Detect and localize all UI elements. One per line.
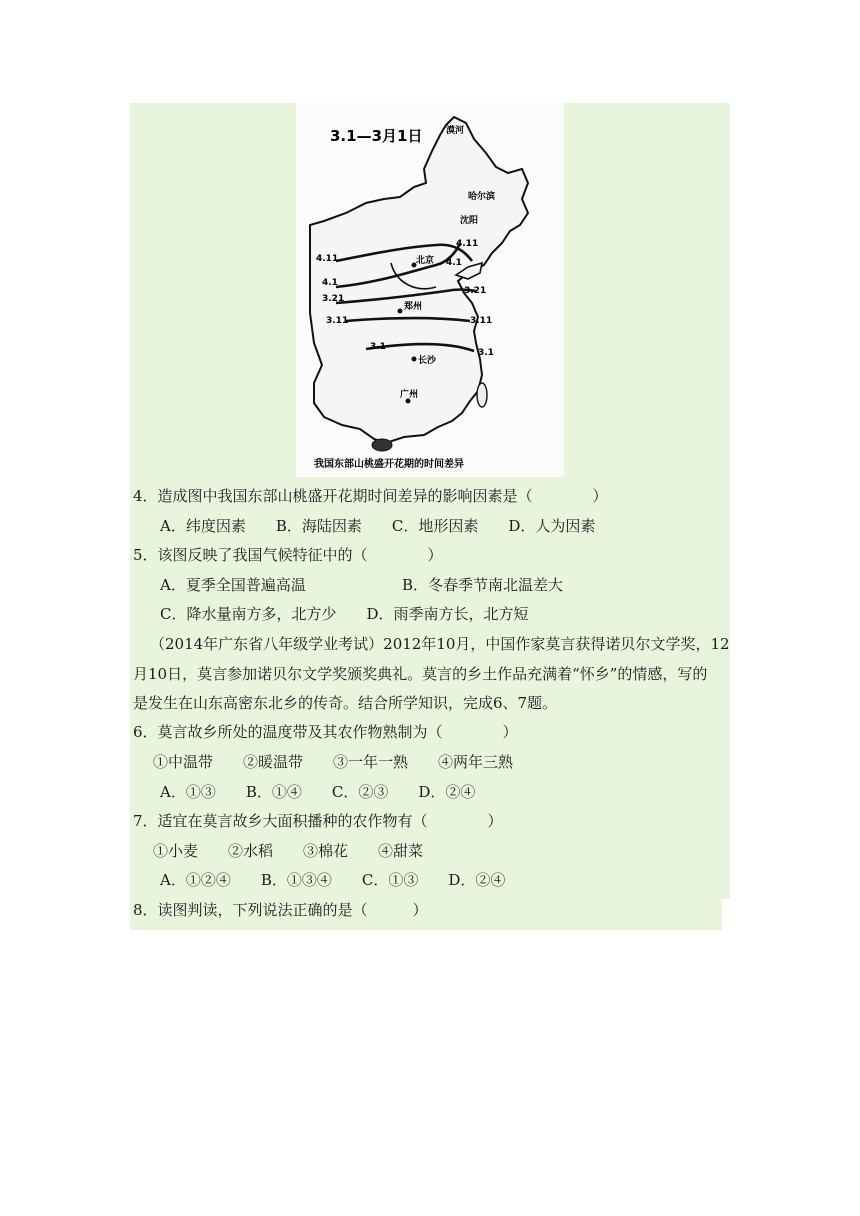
isoline-label-3-21-right: 3.21 (464, 286, 487, 296)
map-outline (310, 117, 528, 443)
question-6-items: ①中温带 ②暖温带 ③一年一熟 ④两年三熟 (153, 753, 514, 771)
isoline-label-4-1-left: 4.1 (322, 278, 338, 288)
question-7: 7．适宜在莫言故乡大面积播种的农作物有（ ） (133, 812, 503, 830)
isoline-label-3-1-right: 3.1 (478, 348, 494, 358)
isoline-label-3-11-right: 3.11 (470, 316, 493, 326)
question-8: 8．读图判读，下列说法正确的是（ ） (133, 901, 428, 919)
question-7-options: A．①②④ B．①③④ C．①③ D．②④ (160, 871, 506, 889)
question-5-options-cd: C．降水量南方多，北方少 D．雨季南方长，北方短 (160, 605, 529, 623)
question-5: 5．该图反映了我国气候特征中的（ ） (133, 546, 443, 564)
question-4: 4．造成图中我国东部山桃盛开花期时间差异的影响因素是（ ） (133, 487, 608, 505)
passage-line-1: （2014年广东省八年级学业考试）2012年10月，中国作家莫言获得诺贝尔文学奖，12 (150, 635, 730, 653)
city-mohe: 漠河 (446, 126, 465, 136)
city-dot-changsha (412, 357, 417, 362)
passage-line-2: 月10日，莫言参加诺贝尔文学奖颁奖典礼。莫言的乡土作品充满着“怀乡”的情感，写的 (133, 665, 708, 683)
isoline-label-3-21-left: 3.21 (322, 294, 345, 304)
question-4-options: A．纬度因素 B．海陆因素 C．地形因素 D．人为因素 (160, 517, 596, 535)
map-taiwan (477, 383, 487, 407)
isoline-label-3-1-left: 3.1 (370, 342, 386, 352)
city-shenyang: 沈阳 (460, 216, 479, 226)
map-caption: 我国东部山桃盛开花期的时间差异 (314, 459, 464, 470)
city-harbin: 哈尔滨 (468, 192, 496, 202)
question-5-option-b: B．冬春季节南北温差大 (402, 576, 564, 594)
map-svg (296, 103, 564, 477)
question-6-options: A．①③ B．①④ C．②③ D．②④ (160, 783, 476, 801)
city-guangzhou: 广州 (400, 390, 419, 400)
passage-line-3: 是发生在山东高密东北乡的传奇。结合所学知识，完成6、7题。 (133, 694, 558, 712)
question-5-option-a: A．夏季全国普遍高温 (160, 576, 306, 594)
city-changsha: 长沙 (418, 356, 437, 366)
city-zhengzhou: 郑州 (404, 302, 423, 312)
city-dot-zhengzhou (398, 309, 403, 314)
city-beijing: 北京 (416, 256, 435, 266)
map-hainan (372, 439, 392, 451)
question-6: 6．莫言故乡所处的温度带及其农作物熟制为（ ） (133, 723, 518, 741)
isoline-label-4-11-right: 4.11 (456, 239, 479, 249)
isoline-label-3-11-left: 3.11 (326, 316, 349, 326)
map-title: 3.1—3月1日 (330, 127, 423, 145)
isoline-label-4-1-right: 4.1 (446, 258, 462, 268)
map-figure (296, 103, 564, 477)
isoline-label-4-11-left: 4.11 (316, 254, 339, 264)
question-7-items: ①小麦 ②水稻 ③棉花 ④甜菜 (153, 842, 424, 860)
